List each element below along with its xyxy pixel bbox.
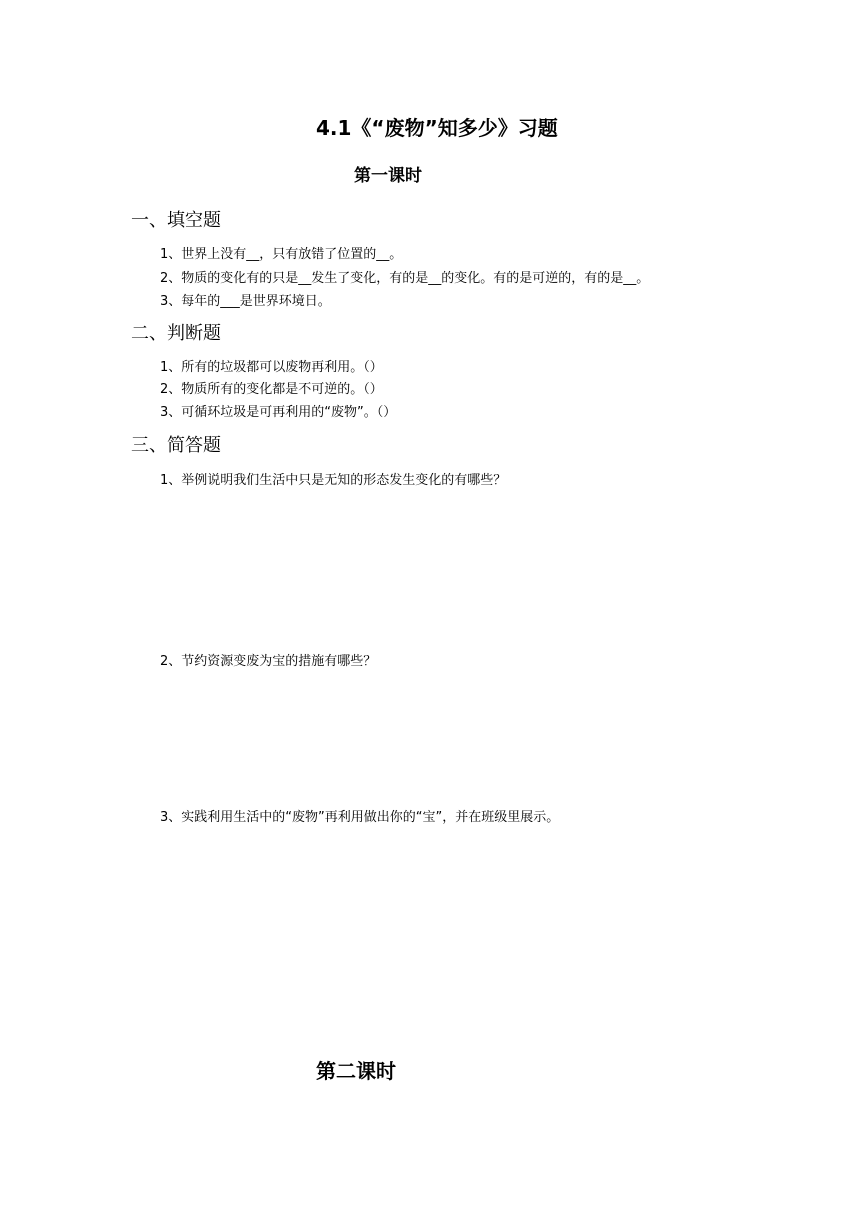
document-title: 4.1《“废物”知多少》习题	[316, 116, 558, 140]
fill-blank-question-3: 3、每年的___是世界环境日。	[160, 294, 331, 309]
true-false-question-1: 1、所有的垃圾都可以废物再利用。（）	[160, 360, 383, 375]
true-false-question-2: 2、物质所有的变化都是不可逆的。（）	[160, 382, 383, 397]
lesson-one-heading: 第一课时	[354, 166, 422, 186]
fill-blank-question-2: 2、物质的变化有的只是__发生了变化，有的是__的变化。有的是可逆的，有的是__。	[160, 271, 650, 286]
true-false-question-3: 3、可循环垃圾是可再利用的“废物”。（）	[160, 405, 397, 420]
short-answer-question-2: 2、节约资源变废为宝的措施有哪些？	[160, 654, 377, 669]
section-short-answer-heading: 三、简答题	[131, 435, 221, 456]
fill-blank-question-1: 1、世界上没有__，只有放错了位置的__。	[160, 247, 403, 262]
section-true-false-heading: 二、判断题	[131, 323, 221, 344]
short-answer-question-3: 3、实践利用生活中的“废物”再利用做出你的“宝”，并在班级里展示。	[160, 810, 560, 825]
short-answer-question-1: 1、举例说明我们生活中只是无知的形态发生变化的有哪些？	[160, 473, 507, 488]
lesson-two-heading: 第二课时	[316, 1059, 396, 1083]
section-fill-blank-heading: 一、填空题	[131, 210, 221, 231]
